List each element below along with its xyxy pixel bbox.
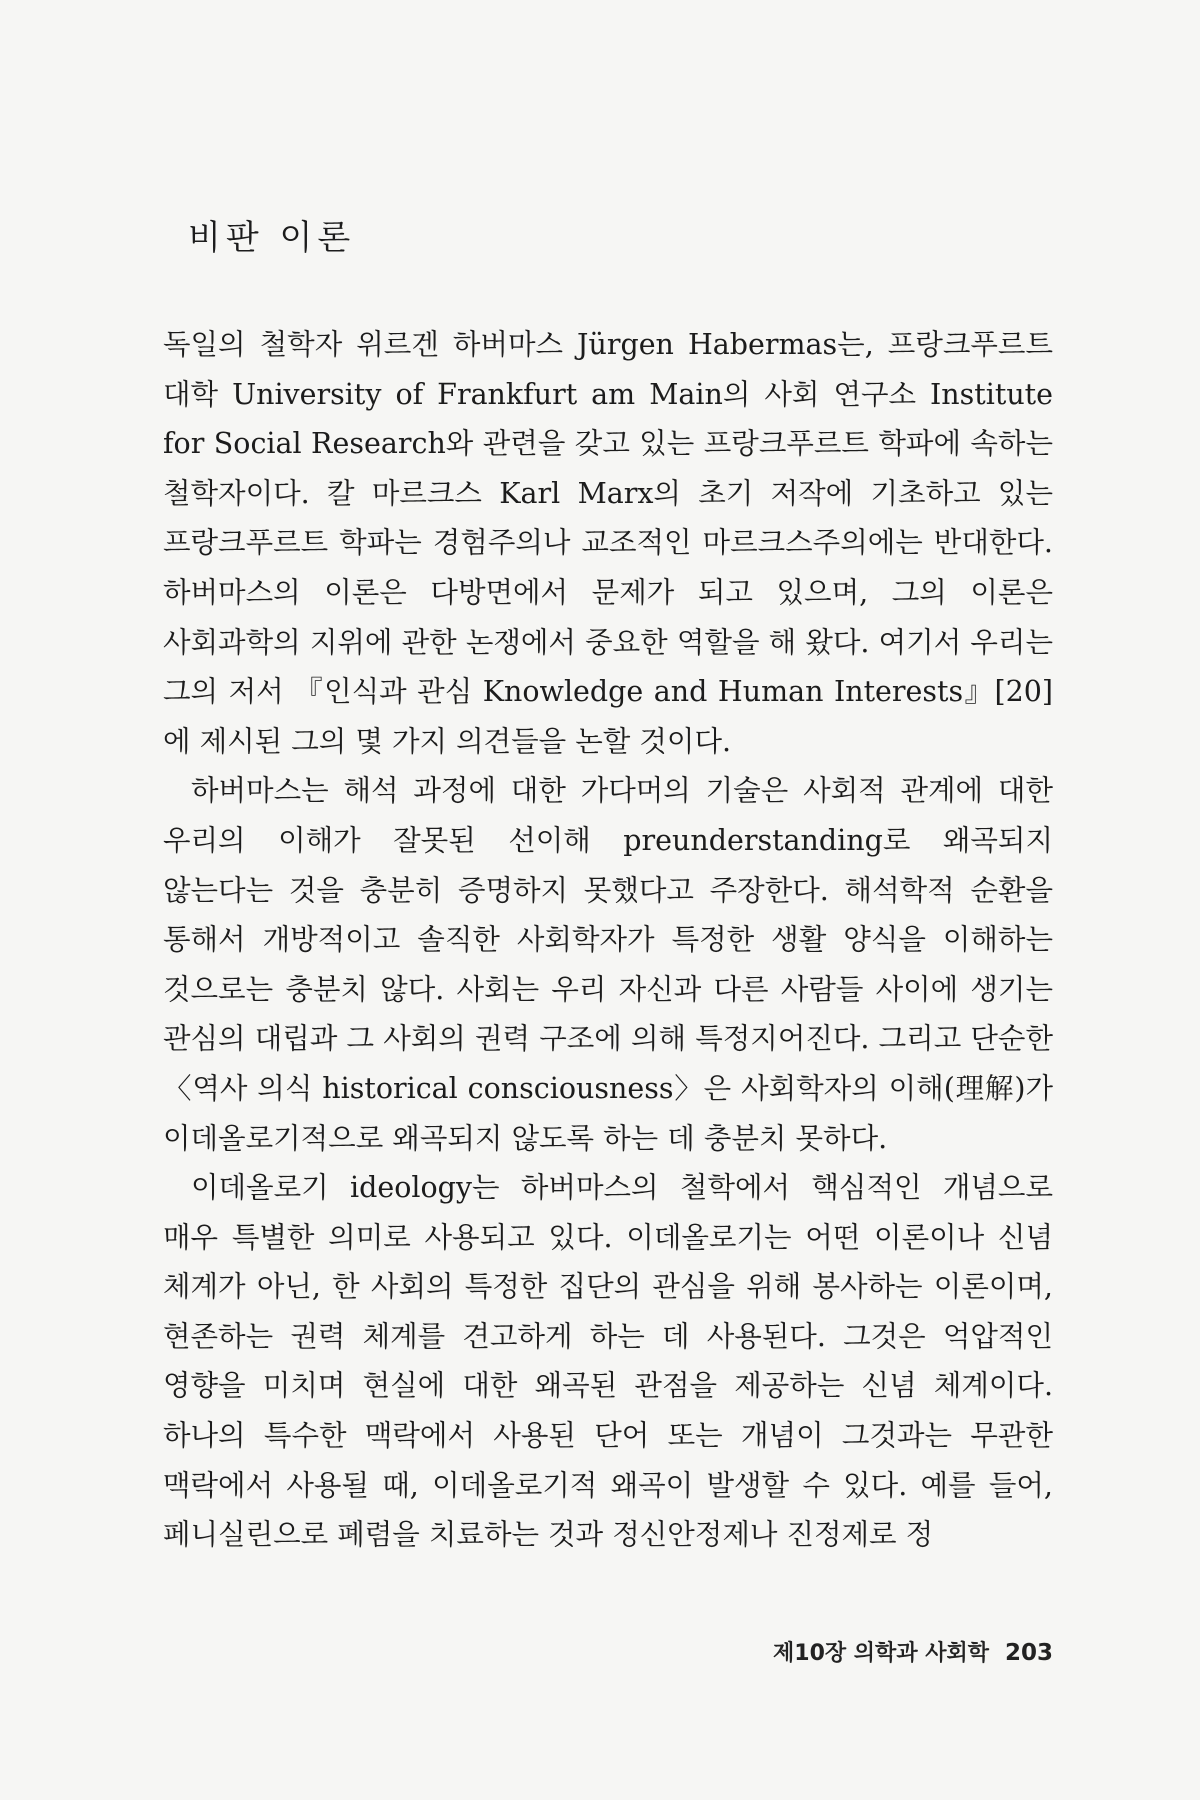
section-title: 비판 이론 xyxy=(188,218,356,258)
page-footer xyxy=(773,1636,1053,1667)
page-number: 203 xyxy=(1004,1640,1053,1666)
body-text xyxy=(163,320,1053,1560)
paragraph-1: 독일의 철학자 위르겐 하버마스 Jürgen Habermas는, 프랑크푸르트 대학 University of Frankfurt am Main의 사회 연구소 Institute for Social Research와 관련을 갖고 있는 프랑크푸르트 학파에 속하는 철학자이다. 칼 마르크스 Karl Marx의 초기 저작에 기초하고 있는 프랑크푸르트 학파는 경험주의나 교조적인 마르크스주의에는 반대한다. 하버마스의 이론은 다방면에서 문제가 되고 있으며, 그의 이론은 사회과학의 지위에 관한 논쟁에서 중요한 역할을 해 왔다. 여기서 우리는 그의 저서 『인식과 관심 Knowledge and Human Interests』[20]에 제시된 그의 몇 가지 의견들을 논할 것이다. xyxy=(163,328,1053,758)
chapter-title: 제10장 의학과 사회학 xyxy=(773,1641,989,1666)
paragraph-2: 하버마스는 해석 과정에 대한 가다머의 기술은 사회적 관계에 대한 우리의 이해가 잘못된 선이해 preunderstanding로 왜곡되지 않는다는 것을 충분히 증명하지 못했다고 주장한다. 해석학적 순환을 통해서 개방적이고 솔직한 사회학자가 특정한 생활 양식을 이해하는 것으로는 충분치 않다. 사회는 우리 자신과 다른 사람들 사이에 생기는 관심의 대립과 그 사회의 권력 구조에 의해 특정지어진다. 그리고 단순한 〈역사 의식 historical consciousness〉은 사회학자의 이해(理解)가 이데올로기적으로 왜곡되지 않도록 하는 데 충분치 못하다. xyxy=(163,774,1053,1155)
paragraph-3: 이데올로기 ideology는 하버마스의 철학에서 핵심적인 개념으로 매우 특별한 의미로 사용되고 있다. 이데올로기는 어떤 이론이나 신념 체계가 아닌, 한 사회의 특정한 집단의 관심을 위해 봉사하는 이론이며, 현존하는 권력 체계를 견고하게 하는 데 사용된다. 그것은 억압적인 영향을 미치며 현실에 대한 왜곡된 관점을 제공하는 신념 체계이다. 하나의 특수한 맥락에서 사용된 단어 또는 개념이 그것과는 무관한 맥락에서 사용될 때, 이데올로기적 왜곡이 발생할 수 있다. 예를 들어, 페니실린으로 폐렴을 치료하는 것과 정신안정제나 진정제로 정 xyxy=(163,1171,1053,1552)
